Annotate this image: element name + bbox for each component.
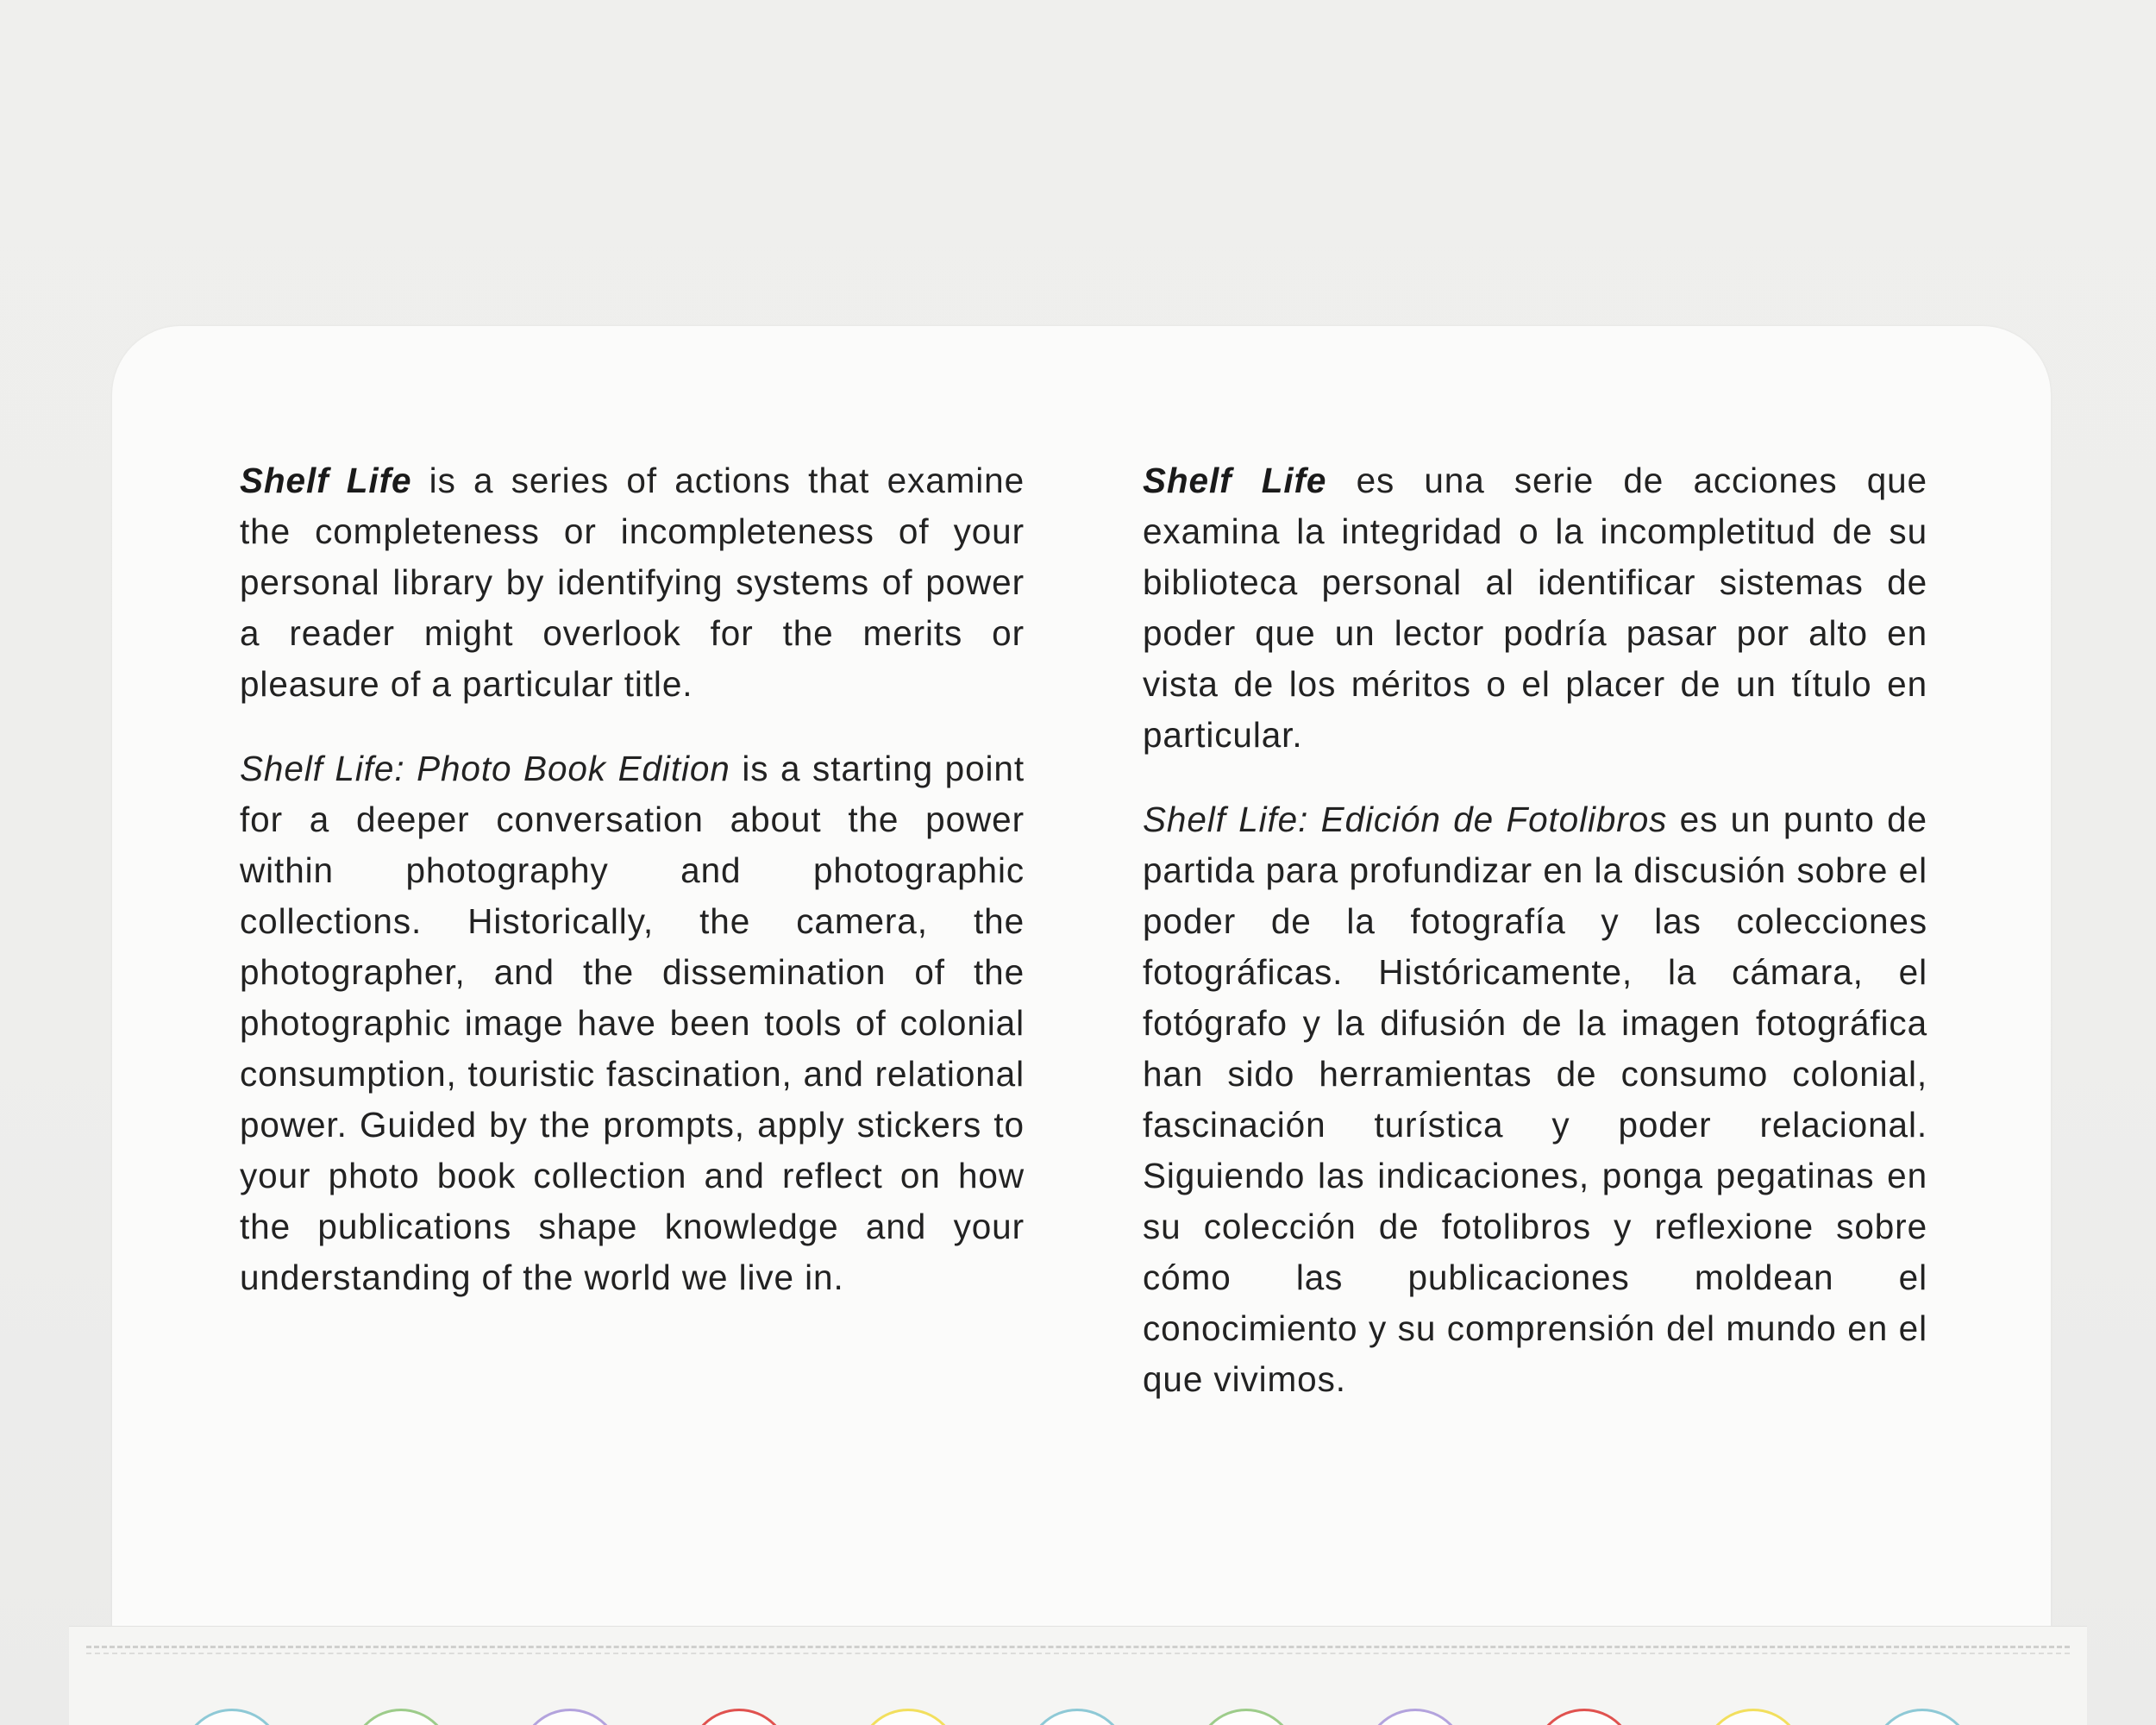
booklet-page [112,326,2051,1725]
sticker-circle[interactable] [350,1709,452,1725]
english-paragraph-2-body: is a starting point for a deeper conversation about the power within photography and photographic collections. Historically, the camera, the photographer, and the dissemination of the photographic image have been tools of colonial consumption, touristic fascination, and relational power. Guided by the prompts, apply stickers to your photo book collection and reflect on how the publications shape knowledge and your understanding of the world we live in. [240,749,1025,1297]
sticker-circle[interactable] [1195,1709,1297,1725]
spanish-paragraph-1-title: Shelf Life [1143,461,1327,500]
english-paragraph-2-title: Shelf Life: Photo Book Edition [240,749,730,788]
sticker-circle[interactable] [1533,1709,1635,1725]
spanish-paragraph-1 [1143,455,1927,761]
spanish-paragraph-2-body: es un punto de partida para profundizar en la discusión sobre el poder de la fotografía y las colecciones fotográficas. Históricamente, la cámara, el fotógrafo y la difusión de la imagen fotográfica han sido herramientas de consumo colonial, fascinación turística y poder relacional. Siguiendo las indicaciones, ponga pegatinas en su colección de fotolibros y reflexione sobre cómo las publicaciones moldean el conocimiento y su comprensión del mundo en el que vivimos. [1143,800,1927,1399]
sticker-circle[interactable] [688,1709,790,1725]
sticker-circle[interactable] [857,1709,959,1725]
perforation-line-secondary [86,1653,2070,1654]
sticker-sheet [69,1626,2087,1725]
sticker-row [181,1709,2078,1725]
perforation-line [86,1646,2070,1648]
sticker-circle[interactable] [1702,1709,1804,1725]
sticker-circle[interactable] [1026,1709,1128,1725]
sticker-circle[interactable] [1364,1709,1466,1725]
spanish-paragraph-2 [1143,794,1927,1405]
english-column [240,455,1025,1337]
english-paragraph-1-body: is a series of actions that examine the completeness or incompleteness of your personal library by identifying systems of power a reader might overlook for the merits or pleasure of a particular title. [240,461,1025,704]
sticker-circle[interactable] [181,1709,283,1725]
sticker-circle[interactable] [1871,1709,1973,1725]
english-paragraph-1-title: Shelf Life [240,461,412,500]
english-paragraph-2 [240,743,1025,1303]
sticker-circle[interactable] [519,1709,621,1725]
spanish-paragraph-1-body: es una serie de acciones que examina la integridad o la incompletitud de su biblioteca personal al identificar sistemas de poder que un lector podría pasar por alto en vista de los méritos o el placer de un título en particular. [1143,461,1927,755]
spanish-paragraph-2-title: Shelf Life: Edición de Fotolibros [1143,800,1668,839]
english-paragraph-1 [240,455,1025,710]
spanish-column [1143,455,1927,1439]
